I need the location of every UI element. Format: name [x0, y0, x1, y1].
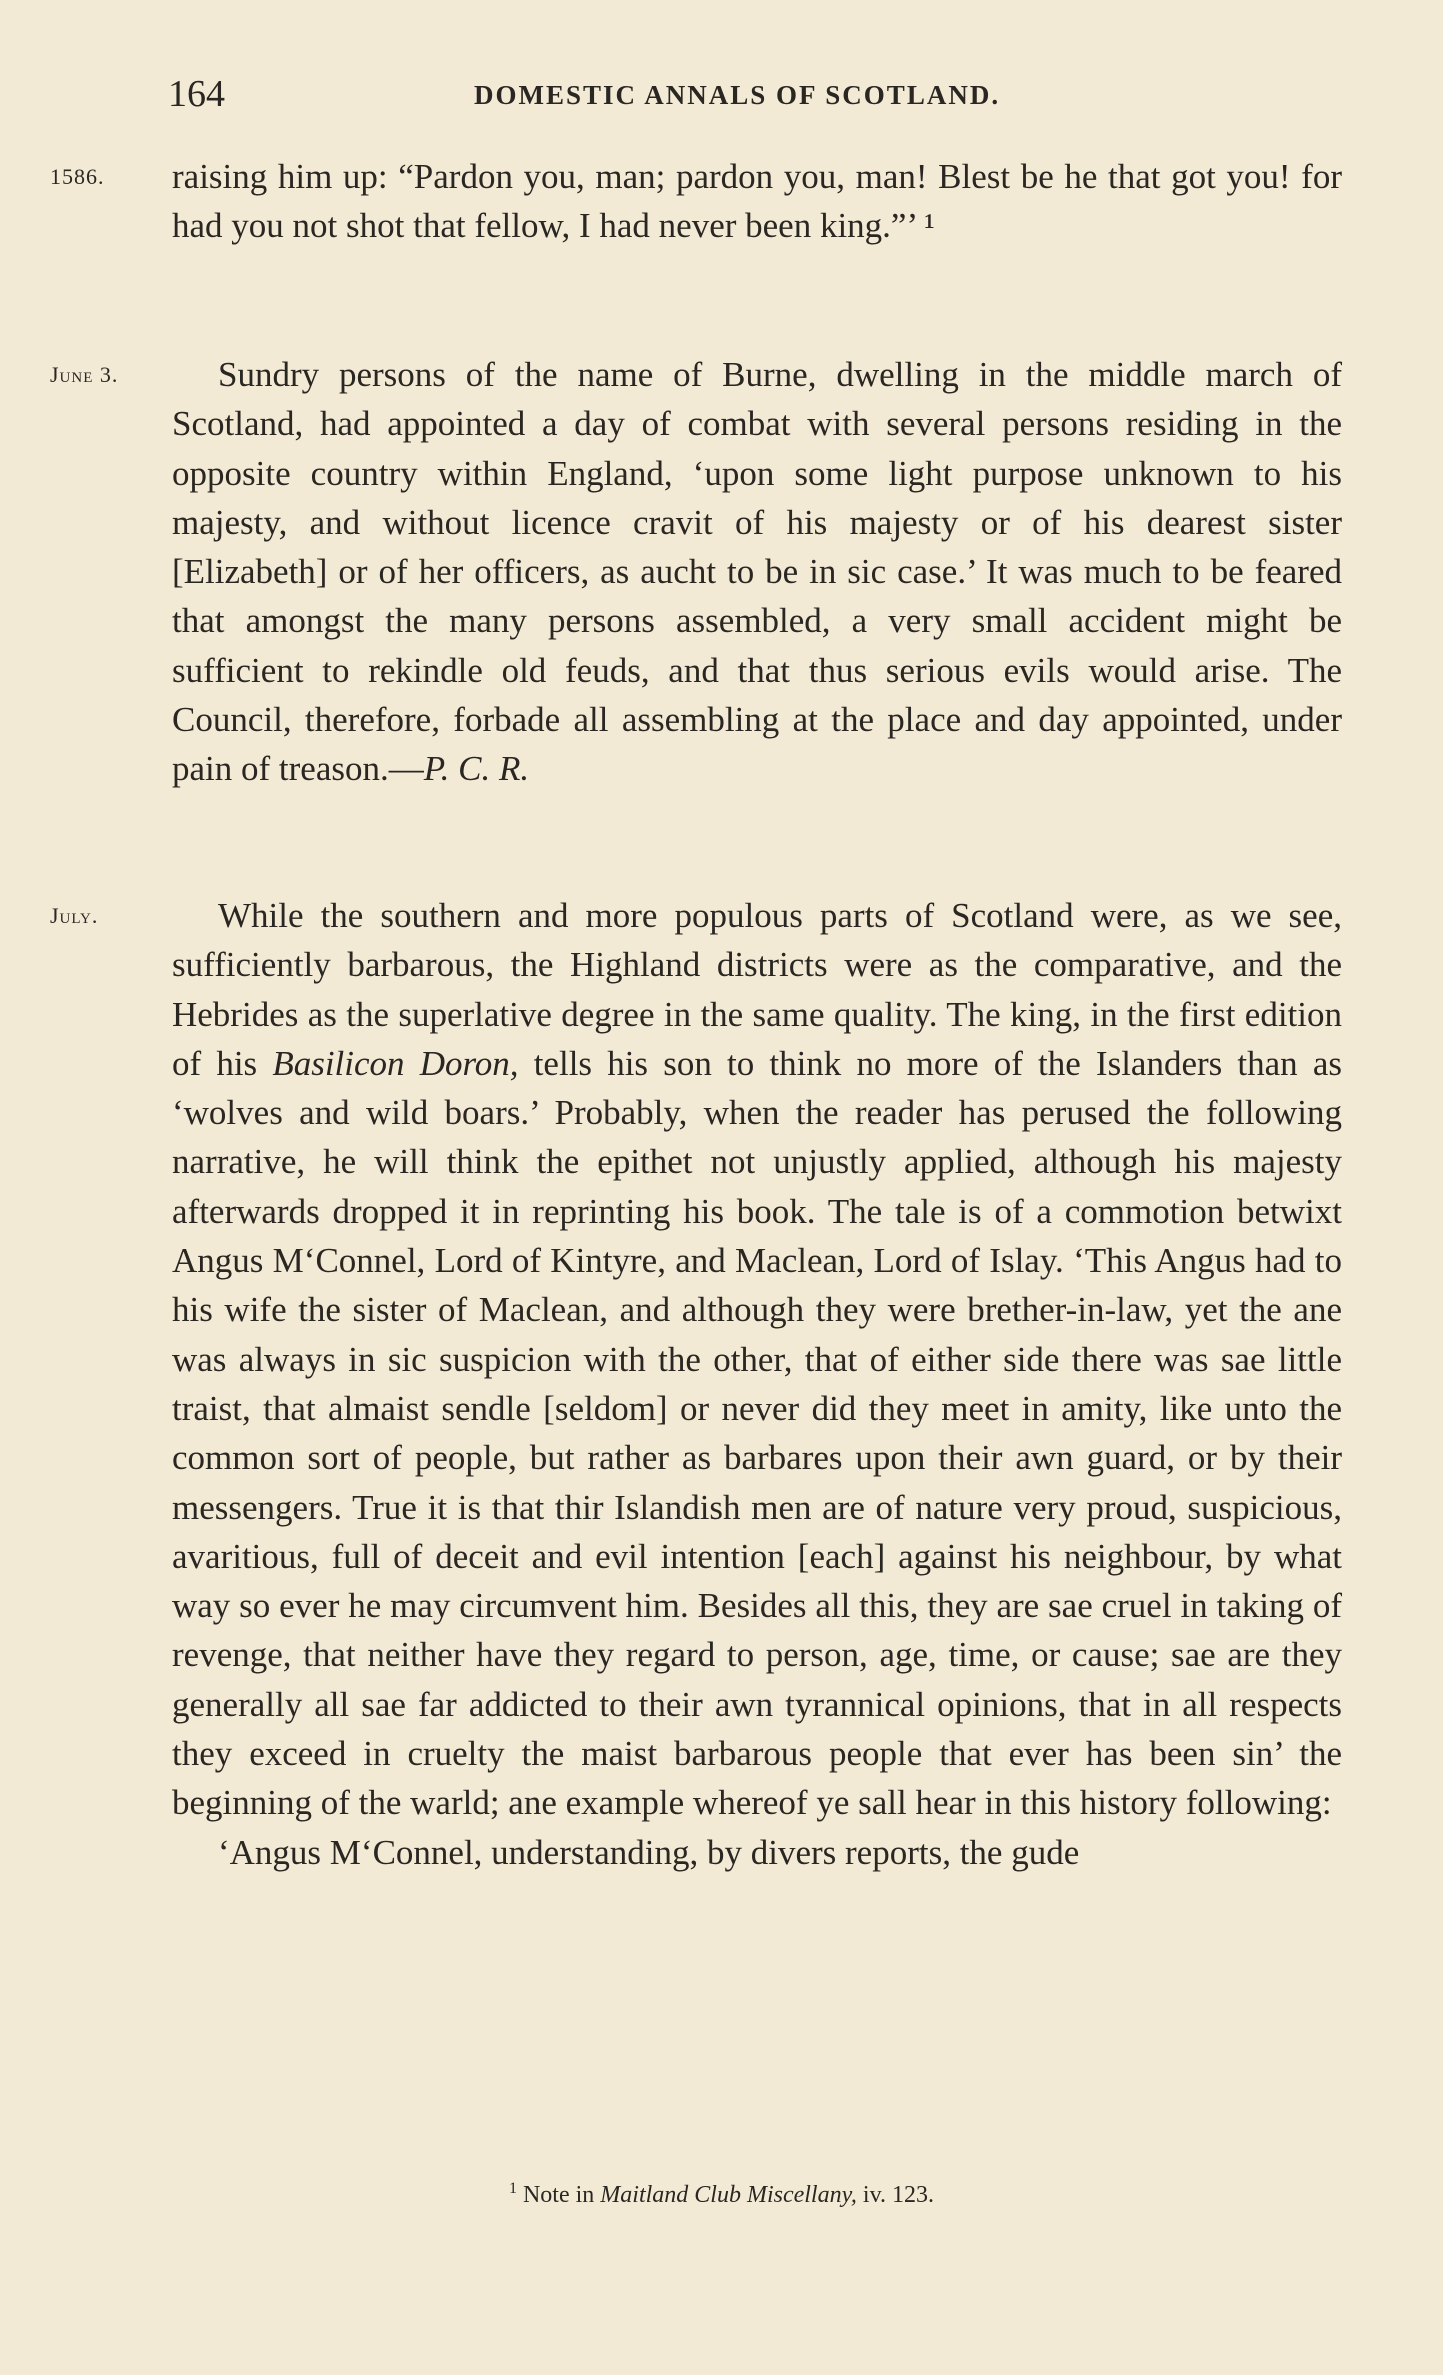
page-number: 164: [168, 73, 225, 115]
margin-date: June 3.: [50, 362, 119, 387]
paragraph: ‘Angus M‘Connel, understanding, by divers reports, the gude: [218, 1832, 1080, 1872]
paragraph: raising him up: “Pardon you, man; pardon you, man! Blest be he that got you! for had you not shot that fellow, I had never been king.”’ ¹: [172, 157, 1342, 246]
book-title: Basilicon Doron,: [272, 1043, 519, 1083]
footnote-ref: iv. 123.: [856, 2182, 935, 2208]
page-header: [168, 72, 1348, 122]
entry-text: [172, 891, 1342, 1877]
footnote-work: Maitland Club Miscellany,: [600, 2182, 857, 2208]
entry-text: [172, 152, 1342, 251]
paragraph: [172, 891, 1342, 1828]
margin-date: July.: [50, 903, 99, 928]
footnote-text: Note in: [522, 2182, 601, 2208]
footnote: [0, 2180, 1443, 2209]
source-citation: P. C. R.: [423, 749, 530, 789]
paragraph-text: While the southern and more populous parts of Scotland were, as we see, sufficiently barbarous, the Highland districts were as the comparative, and the Hebrides as the superlative degree in the same quality. The king, in the first edition of his: [172, 896, 1342, 1083]
running-title: DOMESTIC ANNALS OF SCOTLAND.: [474, 80, 1001, 110]
paragraph-text: Sundry persons of the name of Burne, dwelling in the middle march of Scotland, had appointed a day of combat with several persons residing in the opposite country within England, ‘upon some light purpose unknown to his majesty, and without licence cravit of his majesty or of his dearest sister [Elizabeth] or of her officers, as aucht to be in sic case.’ It was much to be feared that amongst the many persons assembled, a very small accident might be sufficient to rekindle old feuds, and that thus serious evils would arise. The Council, therefore, forbade all assembling at the place and day appointed, under pain of treason.—: [172, 355, 1342, 789]
margin-date: 1586.: [50, 164, 105, 189]
footnote-mark: 1: [508, 2180, 517, 2197]
paragraph-text: tells his son to think no more of the Islanders than as ‘wolves and wild boars.’ Probably, when the reader has perused the following narrative, he will think the epithet not unjustly applied, although his majesty afterwards dropped it in reprinting his book. The tale is of a commotion betwixt Angus M‘Connel, Lord of Kintyre, and Maclean, Lord of Islay. ‘This Angus had to his wife the sister of Maclean, and although they were brether-in-law, yet the ane was always in sic suspicion with the other, that of either side there was sae little traist, that almaist sendle [seldom] or never did they meet in amity, like unto the common sort of people, but rather as barbares upon their awn guard, or by their messengers. True it is that thir Islandish men are of nature very proud, suspicious, avaritious, full of deceit and evil intention [each] against his neighbour, by what way so ever he may circumvent him. Besides all this, they are sae cruel in taking of revenge, that neither have they regard to person, age, time, or cause; sae are they generally all sae far addicted to their awn tyrannical opinions, that in all respects they exceed in cruelty the maist barbarous people that ever has been sin’ the beginning of the warld; ane example whereof ye sall hear in this history following:: [172, 1043, 1342, 1823]
entry-text: [172, 350, 1342, 794]
paragraph: [172, 350, 1342, 794]
